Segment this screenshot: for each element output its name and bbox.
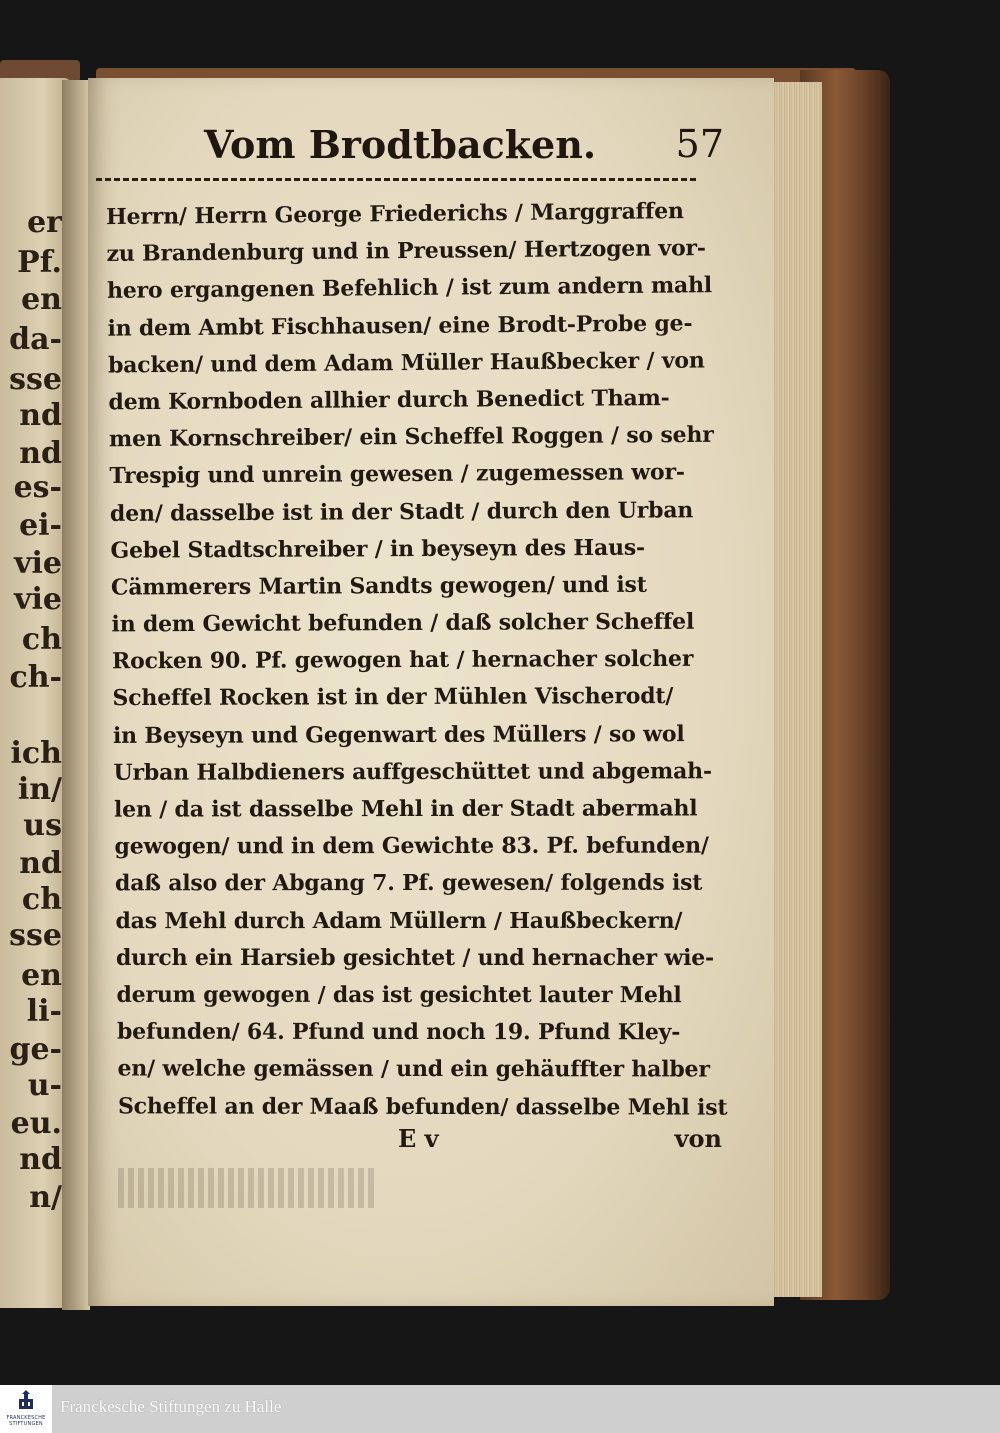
running-title: Vom Brodtbacken.: [204, 122, 597, 167]
left-page-fragment: er: [27, 205, 62, 240]
text-line: en/ welche gemässen / und ein gehäuffter halber: [117, 1055, 710, 1083]
text-line: gewogen/ und in dem Gewichte 83. Pf. befunden/: [114, 832, 709, 860]
text-line: Scheffel an der Maaß befunden/ dasselbe Mehl ist: [117, 1092, 728, 1121]
text-line: durch ein Harsieb gesichtet / und hernacher wie-: [116, 944, 714, 971]
left-page-fragment: in/: [17, 772, 62, 807]
text-line: das Mehl durch Adam Müllern / Haußbeckern/: [115, 907, 683, 934]
left-page-fragment: nd: [19, 1142, 62, 1177]
left-page-fragment: nd: [19, 846, 62, 881]
text-line: in dem Gewicht befunden / daß solcher Scheffel: [111, 608, 695, 638]
left-page-fragment: ch: [21, 622, 62, 657]
left-page-fragment: ich: [10, 736, 62, 771]
text-line: hero ergangenen Befehlich / ist zum andern mahl: [106, 272, 713, 305]
text-line: befunden/ 64. Pfund und noch 19. Pfund Kley-: [116, 1018, 681, 1046]
logo-text: FRANCKESCHE STIFTUNGEN: [6, 1415, 46, 1427]
text-line: den/ dasselbe ist in der Stadt / durch den Urban: [109, 496, 694, 527]
left-page-fragment: en: [21, 958, 62, 993]
text-line: Trespig und unrein gewesen / zugemessen wor-: [109, 459, 685, 490]
left-page-fragment: nd: [19, 398, 62, 433]
left-page-fragment: eu.: [10, 1106, 62, 1141]
right-page: [88, 78, 774, 1306]
left-page-fragment: us: [23, 808, 62, 843]
text-line: derum gewogen / das ist gesichtet lauter Mehl: [116, 981, 682, 1009]
left-page-fragment: Pf.: [17, 245, 62, 280]
text-line: len / da ist dasselbe Mehl in der Stadt abermahl: [113, 795, 698, 823]
show-through-text: [118, 1168, 378, 1208]
left-page-fragment: sse: [9, 362, 62, 397]
left-page-fragment: es-: [13, 470, 62, 505]
left-page-fragment: da-: [9, 322, 62, 357]
footer-bar: [0, 1385, 1000, 1433]
text-line: in Beyseyn und Gegenwart des Müllers / so wol: [112, 720, 685, 749]
building-icon: [17, 1390, 35, 1410]
left-page-fragment: en: [21, 282, 62, 317]
page-footer-line: [106, 1124, 722, 1164]
left-page-fragment: ei-: [19, 508, 62, 543]
left-page-fragment: n/: [29, 1180, 62, 1215]
book-gutter: [62, 80, 90, 1310]
left-page-fragment: vie: [14, 546, 62, 581]
left-page-fragment: ch: [21, 882, 62, 917]
text-line: backen/ und dem Adam Müller Haußbecker / von: [107, 347, 705, 379]
text-line: zu Brandenburg und in Preussen/ Hertzogen vor-: [106, 235, 706, 268]
text-line: men Kornschreiber/ ein Scheffel Roggen / so sehr: [108, 421, 714, 453]
left-page-fragment: u-: [27, 1068, 62, 1103]
text-line: Herrn/ Herrn George Friederichs / Marggraffen: [105, 198, 684, 231]
text-line: Scheffel Rocken ist in der Mühlen Vischerodt/: [112, 683, 674, 712]
signature-mark: E v: [398, 1124, 439, 1153]
institution-logo: [0, 1385, 52, 1433]
left-page-fragment: ge-: [9, 1032, 62, 1067]
catchword: von: [674, 1124, 722, 1153]
text-line: in dem Ambt Fischhausen/ eine Brodt-Probe ge-: [107, 310, 693, 342]
left-page-fragment: li-: [26, 994, 62, 1029]
left-page-fragment: ch-: [9, 660, 62, 695]
header-rule: [96, 178, 696, 181]
page-number: 57: [675, 122, 724, 166]
text-line: Rocken 90. Pf. gewogen hat / hernacher solcher: [111, 646, 694, 675]
text-line: dem Kornboden allhier durch Benedict Tham-: [108, 384, 670, 416]
text-line: Urban Halbdieners auffgeschüttet und abgemah-: [113, 758, 712, 786]
body-text: [105, 196, 728, 1126]
page-header: [204, 122, 724, 182]
text-line: Cämmerers Martin Sandts gewogen/ und ist: [110, 571, 647, 601]
left-page-fragment: vie: [14, 582, 62, 617]
institution-name: Franckesche Stiftungen zu Halle: [60, 1397, 282, 1416]
left-page-fragment: nd: [19, 436, 62, 471]
text-line: Gebel Stadtschreiber / in beyseyn des Haus-: [110, 534, 646, 564]
left-page-fragment: sse: [9, 918, 62, 953]
text-line: daß also der Abgang 7. Pf. gewesen/ folgends ist: [114, 870, 703, 897]
